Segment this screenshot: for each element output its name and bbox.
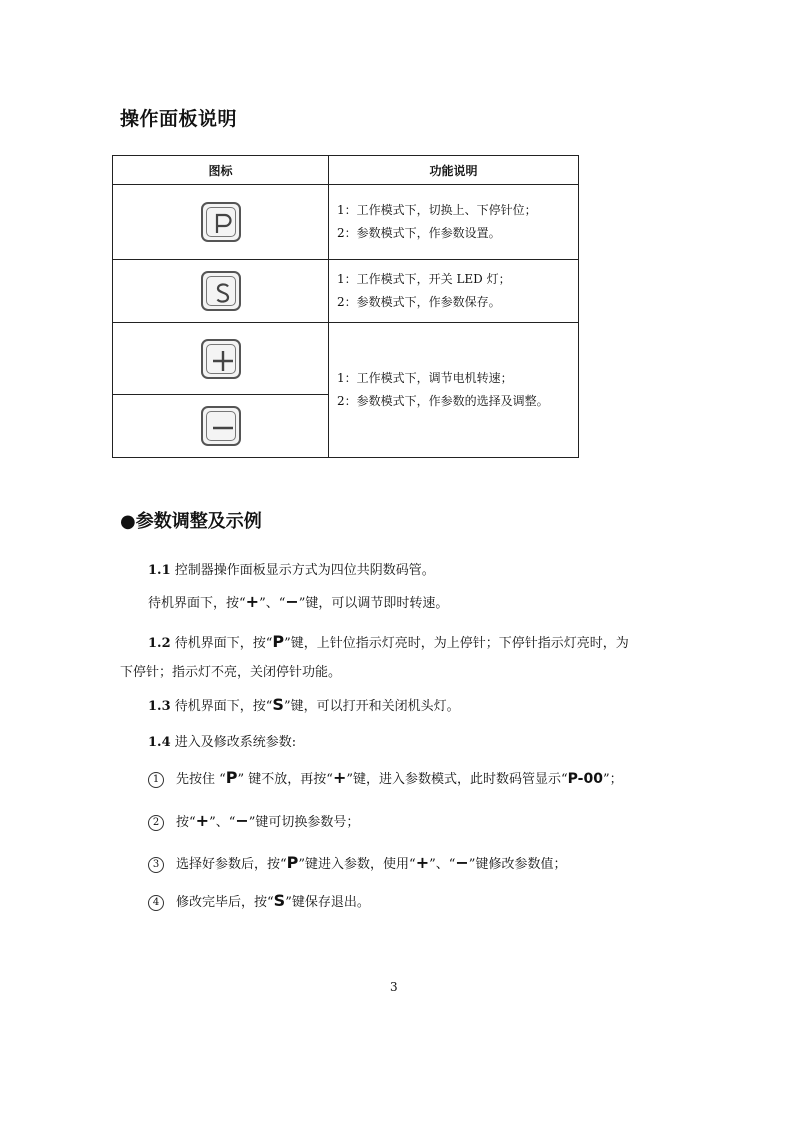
p-key-label: P	[272, 632, 285, 651]
step-text: ”、“	[429, 857, 456, 872]
step-text: ”；	[602, 772, 623, 787]
s-key-label: S	[272, 695, 284, 714]
step-text: 按“	[176, 815, 196, 830]
para-number: 1.2	[148, 636, 171, 651]
para-text: ”、“	[259, 596, 286, 611]
step-text: 先按住 “	[176, 772, 226, 787]
plus-key-label: +	[195, 811, 210, 830]
para-number: 1.1	[148, 563, 171, 578]
step-text: ”键，进入参数模式，此时数码管显示“	[346, 772, 568, 787]
para-number: 1.3	[148, 699, 171, 714]
minus-key-icon	[201, 406, 241, 446]
para-1-1	[148, 559, 435, 578]
desc-line: 1：工作模式下，调节电机转速；	[337, 371, 513, 385]
desc-p	[329, 185, 579, 260]
step-marker: 4	[148, 895, 164, 911]
display-code: P-00	[567, 771, 603, 787]
para-text: 控制器操作面板显示方式为四位共阴数码管。	[174, 563, 435, 578]
desc-line: 1：工作模式下，开关 LED 灯；	[337, 272, 511, 286]
desc-s	[329, 260, 579, 323]
step-text: ”键修改参数值；	[468, 857, 567, 872]
header-icon: 图标	[113, 156, 329, 185]
panel-table	[112, 155, 579, 458]
para-1-1-b	[148, 592, 448, 611]
para-1-4	[148, 731, 296, 750]
step-text: ”键保存退出。	[285, 895, 370, 910]
step-3	[148, 853, 566, 873]
desc-line: 2：参数模式下，作参数设置。	[337, 226, 501, 240]
para-text: ”键，可以调节即时转速。	[298, 596, 449, 611]
plus-key-icon	[201, 339, 241, 379]
para-text: 待机界面下，按“	[148, 596, 246, 611]
page-title: 操作面板说明	[120, 108, 238, 130]
header-desc: 功能说明	[329, 156, 579, 185]
step-marker: 3	[148, 857, 164, 873]
step-4	[148, 891, 370, 911]
para-text: 待机界面下，按“	[174, 636, 273, 651]
p-key-icon	[201, 202, 241, 242]
minus-key-label: −	[235, 811, 249, 830]
step-2	[148, 811, 359, 831]
p-key-label: P	[286, 853, 299, 872]
para-text: 待机界面下，按“	[174, 699, 273, 714]
para-1-2-line2: 下停针；指示灯不亮，关闭停针功能。	[120, 665, 342, 680]
step-text: 修改完毕后，按“	[176, 895, 274, 910]
step-text: ”键可切换参数号；	[248, 815, 360, 830]
icon-cell-s	[113, 260, 329, 323]
icon-cell-plus	[113, 323, 329, 395]
step-marker: 1	[148, 772, 164, 788]
para-text: ”键，可以打开和关闭机头灯。	[283, 699, 460, 714]
p-key-label: P	[225, 768, 238, 787]
plus-key-label: +	[415, 853, 430, 872]
desc-line: 2：参数模式下，作参数的选择及调整。	[337, 394, 549, 408]
s-key-icon	[201, 271, 241, 311]
minus-key-label: −	[285, 592, 299, 611]
para-1-2	[148, 632, 629, 651]
desc-plus-minus	[329, 323, 579, 458]
desc-line: 2：参数模式下，作参数保存。	[337, 295, 501, 309]
step-1	[148, 768, 623, 788]
plus-key-label: +	[245, 592, 260, 611]
minus-key-label: −	[455, 853, 469, 872]
page-number: 3	[390, 980, 398, 994]
section-title: ●参数调整及示例	[120, 511, 262, 532]
step-marker: 2	[148, 815, 164, 831]
step-text: 选择好参数后，按“	[176, 857, 287, 872]
icon-cell-p	[113, 185, 329, 260]
plus-key-label: +	[332, 768, 347, 787]
step-text: ”、“	[209, 815, 236, 830]
step-text: ”键进入参数，使用“	[298, 857, 416, 872]
s-key-label: S	[273, 891, 286, 910]
icon-cell-minus	[113, 395, 329, 458]
para-text: 进入及修改系统参数:	[174, 735, 297, 750]
para-number: 1.4	[148, 735, 171, 750]
para-text: ”键，上针位指示灯亮时，为上停针；下停针指示灯亮时，为	[284, 636, 629, 651]
para-1-3	[148, 695, 460, 714]
desc-line: 1：工作模式下，切换上、下停针位；	[337, 203, 537, 217]
step-text: ” 键不放，再按“	[237, 772, 333, 787]
